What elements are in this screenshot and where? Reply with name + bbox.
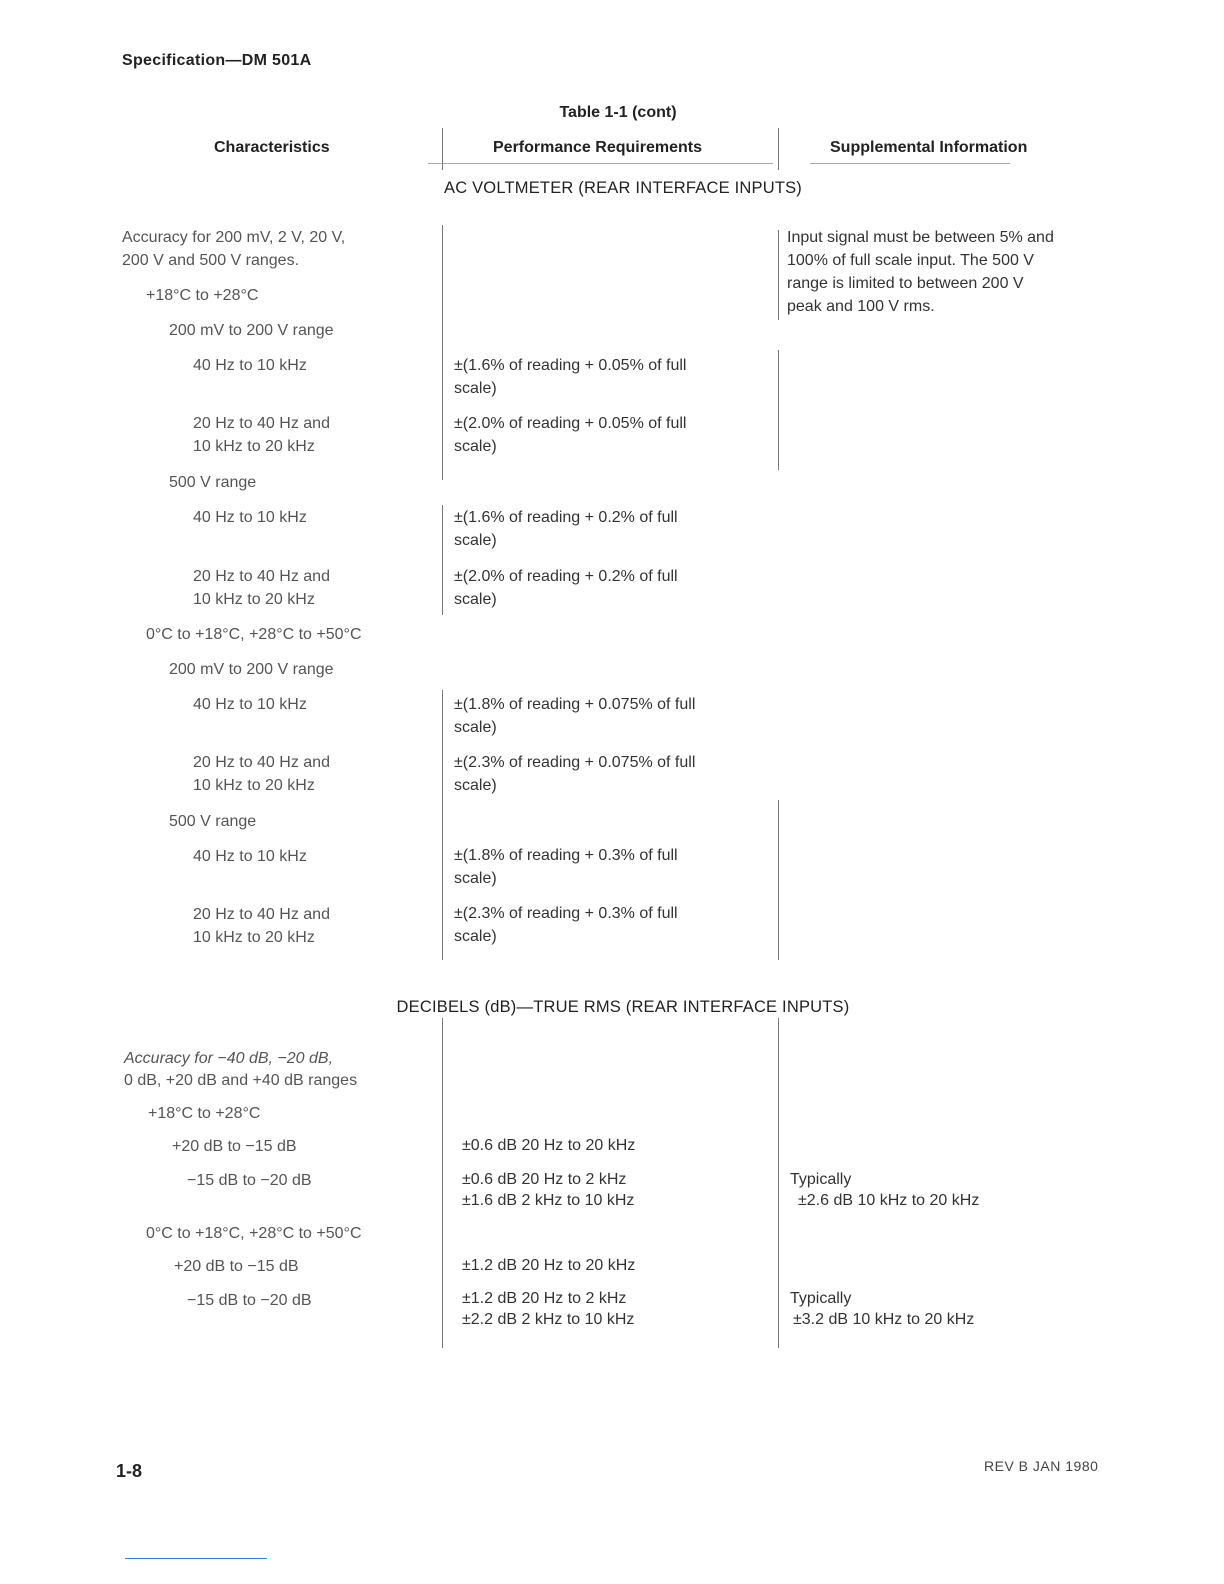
temperature-range: +18°C to +28°C [148, 1105, 261, 1122]
column-header-supplemental: Supplemental Information [830, 139, 1028, 156]
performance-value: ±(2.3% of reading + 0.075% of full [454, 754, 696, 771]
voltage-range: 200 mV to 200 V range [169, 661, 334, 678]
accuracy-text: 200 V and 500 V ranges. [122, 252, 300, 269]
accuracy-text: Accuracy for −40 dB, −20 dB, [124, 1050, 334, 1067]
voltage-range: 500 V range [169, 813, 257, 830]
temperature-range: 0°C to +18°C, +28°C to +50°C [146, 1225, 362, 1242]
frequency-range: 20 Hz to 40 Hz and [193, 906, 330, 923]
supplemental-note: ±2.6 dB 10 kHz to 20 kHz [798, 1192, 980, 1209]
performance-value: ±2.2 dB 2 kHz to 10 kHz [462, 1311, 635, 1328]
frequency-range: 20 Hz to 40 Hz and [193, 568, 330, 585]
column-divider [442, 505, 443, 615]
column-divider [442, 225, 443, 480]
frequency-range: 40 Hz to 10 kHz [193, 357, 307, 374]
supplemental-note: ±3.2 dB 10 kHz to 20 kHz [793, 1311, 975, 1328]
supplemental-note: 100% of full scale input. The 500 V [787, 252, 1034, 269]
frequency-range: 10 kHz to 20 kHz [193, 777, 315, 794]
performance-value: ±(2.0% of reading + 0.2% of full [454, 568, 678, 585]
supplemental-note: range is limited to between 200 V [787, 275, 1024, 292]
column-divider [778, 800, 779, 960]
frequency-range: 40 Hz to 10 kHz [193, 696, 307, 713]
performance-value: scale) [454, 380, 497, 397]
performance-value: ±(1.8% of reading + 0.3% of full [454, 847, 678, 864]
accuracy-text: Accuracy for 200 mV, 2 V, 20 V, [122, 229, 346, 246]
column-divider [442, 1018, 443, 1348]
decibel-range: +20 dB to −15 dB [174, 1258, 299, 1275]
performance-value: scale) [454, 777, 497, 794]
footer-rule [125, 1558, 267, 1559]
temperature-range: 0°C to +18°C, +28°C to +50°C [146, 626, 362, 643]
decibel-range: −15 dB to −20 dB [187, 1172, 312, 1189]
performance-value: ±(1.8% of reading + 0.075% of full [454, 696, 696, 713]
performance-value: ±(1.6% of reading + 0.2% of full [454, 509, 678, 526]
page-header: Specification—DM 501A [122, 52, 312, 69]
column-header-performance: Performance Requirements [493, 139, 702, 156]
performance-value: ±1.2 dB 20 Hz to 20 kHz [462, 1257, 636, 1274]
header-rule [810, 163, 1010, 164]
column-divider [778, 128, 779, 170]
frequency-range: 40 Hz to 10 kHz [193, 848, 307, 865]
frequency-range: 10 kHz to 20 kHz [193, 929, 315, 946]
performance-value: scale) [454, 591, 497, 608]
performance-value: ±1.2 dB 20 Hz to 2 kHz [462, 1290, 627, 1307]
performance-value: ±0.6 dB 20 Hz to 20 kHz [462, 1137, 636, 1154]
revision-label: REV B JAN 1980 [984, 1458, 1099, 1474]
frequency-range: 10 kHz to 20 kHz [193, 591, 315, 608]
column-divider [442, 128, 443, 170]
performance-value: scale) [454, 532, 497, 549]
performance-value: scale) [454, 928, 497, 945]
performance-value: ±(2.3% of reading + 0.3% of full [454, 905, 678, 922]
performance-value: ±(1.6% of reading + 0.05% of full [454, 357, 687, 374]
performance-value: ±(2.0% of reading + 0.05% of full [454, 415, 687, 432]
performance-value: scale) [454, 719, 497, 736]
section-heading-decibels: DECIBELS (dB)—TRUE RMS (REAR INTERFACE INPUTS) [396, 998, 850, 1016]
column-divider [442, 690, 443, 960]
supplemental-note: Input signal must be between 5% and [787, 229, 1054, 246]
frequency-range: 40 Hz to 10 kHz [193, 509, 307, 526]
supplemental-note: Typically [790, 1171, 852, 1188]
supplemental-note: Typically [790, 1290, 852, 1307]
accuracy-text: 0 dB, +20 dB and +40 dB ranges [124, 1072, 358, 1089]
voltage-range: 500 V range [169, 474, 257, 491]
frequency-range: 20 Hz to 40 Hz and [193, 415, 330, 432]
decibel-range: +20 dB to −15 dB [172, 1138, 297, 1155]
column-header-characteristics: Characteristics [214, 139, 330, 156]
page-number: 1-8 [116, 1461, 143, 1481]
temperature-range: +18°C to +28°C [146, 287, 259, 304]
column-divider [778, 1018, 779, 1348]
performance-value: scale) [454, 438, 497, 455]
column-divider [778, 230, 779, 320]
decibel-range: −15 dB to −20 dB [187, 1292, 312, 1309]
frequency-range: 10 kHz to 20 kHz [193, 438, 315, 455]
performance-value: ±1.6 dB 2 kHz to 10 kHz [462, 1192, 635, 1209]
voltage-range: 200 mV to 200 V range [169, 322, 334, 339]
frequency-range: 20 Hz to 40 Hz and [193, 754, 330, 771]
performance-value: ±0.6 dB 20 Hz to 2 kHz [462, 1171, 627, 1188]
supplemental-note: peak and 100 V rms. [787, 298, 935, 315]
section-heading-ac-voltmeter: AC VOLTMETER (REAR INTERFACE INPUTS) [443, 179, 802, 197]
table-title: Table 1-1 (cont) [559, 104, 677, 121]
performance-value: scale) [454, 870, 497, 887]
header-rule [428, 163, 773, 164]
column-divider [778, 350, 779, 470]
